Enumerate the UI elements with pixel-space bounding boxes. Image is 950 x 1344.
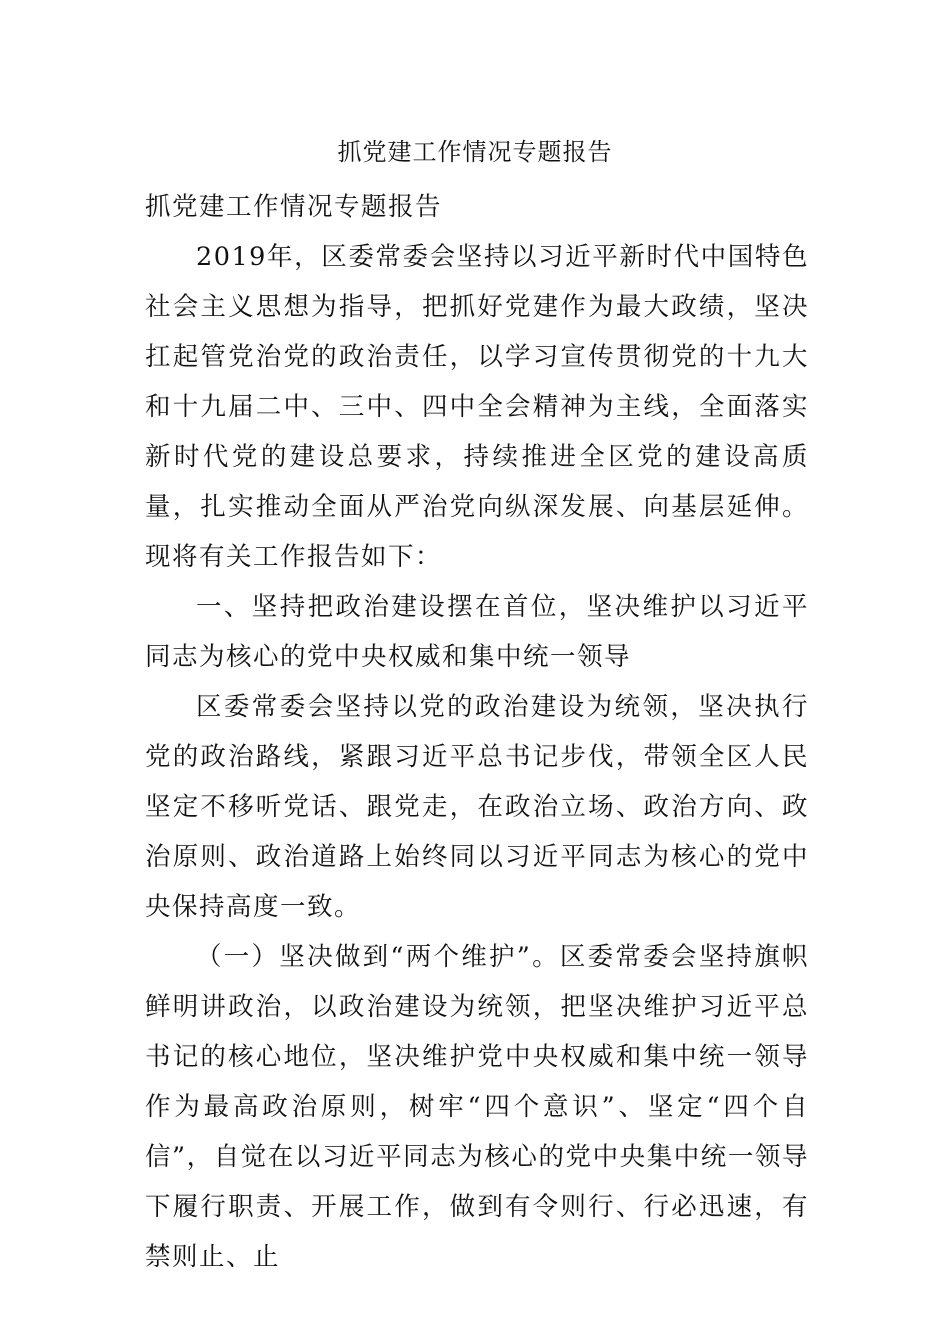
section-heading-1: 一、坚持把政治建设摆在首位，坚决维护以习近平同志为核心的党中央权威和集中统一领导 [145, 592, 809, 672]
paragraph-intro: 2019年，区委常委会坚持以习近平新时代中国特色社会主义思想为指导，把抓好党建作为最大政绩，坚决扛起管党治党的政治责任，以学习宣传贯彻党的十九大和十九届二中、三中、四中全会精神为主线，全面落实新时代党的建设总要求，持续推进全区党的建设高质量，扎实推动全面从严治党向纵深发展、向基层延伸。现将有关工作报告如下： [145, 242, 809, 572]
paragraph-section-1: 区委常委会坚持以党的政治建设为统领，坚决执行党的政治路线，紧跟习近平总书记步伐，带领全区人民坚定不移听党话、跟党走，在政治立场、政治方向、政治原则、政治道路上始终同以习近平同志为核心的党中央保持高度一致。 [145, 692, 809, 922]
document-subtitle: 抓党建工作情况专题报告 [145, 192, 443, 222]
paragraph-subsection-1: （一）坚决做到“两个维护”。区委常委会坚持旗帜鲜明讲政治，以政治建设为统领，把坚决维护习近平总书记的核心地位，坚决维护党中央权威和集中统一领导作为最高政治原则，树牢“四个意识”、坚定“四个自信”，自觉在以习近平同志为核心的党中央集中统一领导下履行职责、开展工作，做到有令则行、行必迅速，有禁则止、止 [145, 942, 809, 1272]
document-title: 抓党建工作情况专题报告 [337, 138, 613, 166]
document-body [145, 182, 809, 1282]
